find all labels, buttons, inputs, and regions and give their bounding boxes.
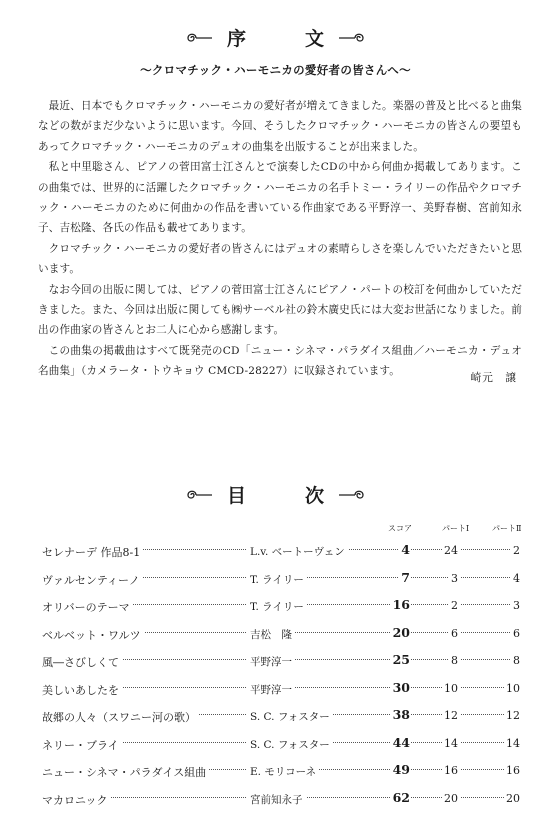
preface-title: 序 文: [227, 24, 344, 51]
toc-entry-part1-page: 20: [442, 792, 460, 805]
toc-entry: [42, 623, 520, 651]
toc-entry: [42, 788, 520, 815]
toc-entry-part1-page: 24: [442, 544, 460, 557]
toc-entry-composer: L.v. ベートーヴェン: [247, 544, 348, 559]
toc-entry: [42, 733, 520, 761]
toc-entry: [42, 568, 520, 596]
toc-entry-score-page: 7: [398, 570, 410, 585]
toc-entry-part2-page: 6: [511, 627, 520, 640]
toc-entry-title: オリバーのテーマ: [42, 599, 133, 615]
toc-entry-composer: S. C. フォスター: [247, 737, 333, 752]
toc-entry-part2-page: 8: [511, 654, 520, 667]
toc-entry-composer: T. ライリー: [247, 599, 307, 614]
toc-entry-part2-page: 14: [504, 737, 520, 750]
toc-entry-part1-page: 6: [449, 627, 460, 640]
toc-entry-part2-page: 2: [511, 544, 520, 557]
toc-entry-score-page: 38: [390, 707, 410, 722]
toc-entry-title: ベルベット・ワルツ: [42, 627, 144, 643]
preface-paragraph: 私と中里聡さん、ピアノの菅田富士江さんとで演奏したCDの中から何曲か掲載してあります。この曲集では、世界的に活躍したクロマチック・ハーモニカの名手トミー・ライリーの作品やクロマチック・ハーモニカのために何曲かの作品を書いている作曲家である平野淳一、美野春樹、宮前知永子、吉松隆、各氏の作品も載せてあります。: [38, 157, 522, 239]
toc-entry-title: セレナーデ 作品8-1: [42, 544, 143, 560]
toc-entry-title: マカロニック: [42, 792, 111, 808]
toc-entry-title: ニュー・シネマ・パラダイス組曲: [42, 764, 209, 780]
toc-column-headers: [0, 523, 551, 535]
toc-entry-composer: S. C. フォスター: [247, 709, 333, 724]
toc-entry-score-page: 20: [390, 625, 410, 640]
toc-entry-part2-page: 3: [511, 599, 520, 612]
toc-entry-part2-page: 12: [504, 709, 520, 722]
preface-paragraph: なお今回の出版に関しては、ピアノの菅田富士江さんにピアノ・パートの校訂を何曲かしていただきました。また、今回は出版に関しても㈱サーベル社の鈴木廣史氏には大変お世話になりました。前出の作曲家の皆さんとお二人に心から感謝します。: [38, 280, 522, 341]
toc-entry-composer: T. ライリー: [247, 572, 307, 587]
preface-subtitle: ～クロマチック・ハーモニカの愛好者の皆さんへ～: [0, 62, 551, 78]
ornament-left-icon: [183, 488, 213, 502]
toc-entry: [42, 595, 520, 623]
preface-heading: [0, 24, 551, 51]
toc-entry-score-page: 16: [390, 597, 410, 612]
toc-entry-score-page: 62: [390, 790, 410, 805]
toc-entry-part1-page: 8: [449, 654, 460, 667]
toc-entry-score-page: 30: [390, 680, 410, 695]
toc-title: 目 次: [227, 481, 344, 508]
toc-entry-title: 故郷の人々（スワニー河の歌）: [42, 709, 199, 725]
toc-list: [42, 540, 520, 815]
column-header-part1: パートⅠ: [442, 523, 469, 534]
ornament-right-icon: [338, 488, 368, 502]
toc-entry-composer: 宮前知永子: [247, 792, 306, 807]
toc-entry-title: ネリー・ブライ: [42, 737, 122, 753]
toc-heading: [0, 481, 551, 508]
toc-entry-composer: 平野淳一: [247, 682, 295, 697]
toc-entry-part1-page: 3: [449, 572, 460, 585]
toc-entry-part2-page: 10: [504, 682, 520, 695]
toc-entry: [42, 705, 520, 733]
toc-entry-part1-page: 10: [442, 682, 460, 695]
ornament-left-icon: [183, 31, 213, 45]
preface-body: [38, 96, 522, 382]
toc-entry-score-page: 49: [390, 762, 410, 777]
toc-entry: [42, 678, 520, 706]
toc-entry-title: 風―さびしくて: [42, 654, 122, 670]
toc-entry-part2-page: 20: [504, 792, 520, 805]
toc-entry-score-page: 4: [398, 542, 410, 557]
toc-entry-part1-page: 2: [449, 599, 460, 612]
preface-paragraph: この曲集の掲載曲はすべて既発売のCD「ニュー・シネマ・パラダイス組曲／ハーモニカ・デュオ名曲集」（カメラータ・トウキョウ CMCD-28227）に収録されています。: [38, 341, 522, 382]
preface-paragraph: クロマチック・ハーモニカの愛好者の皆さんにはデュオの素晴らしさを楽しんでいただきたいと思います。: [38, 239, 522, 280]
toc-entry-composer: 平野淳一: [247, 654, 295, 669]
toc-entry-part1-page: 12: [442, 709, 460, 722]
toc-entry-score-page: 25: [390, 652, 410, 667]
column-header-part2: パートⅡ: [492, 523, 521, 534]
column-header-score: スコア: [388, 523, 412, 534]
preface-signature: 崎元 譲: [471, 370, 517, 385]
toc-entry: [42, 760, 520, 788]
toc-entry-score-page: 44: [390, 735, 410, 750]
toc-entry-part1-page: 14: [442, 737, 460, 750]
toc-entry-title: ヴァルセンティーノ: [42, 572, 143, 588]
toc-entry: [42, 540, 520, 568]
toc-entry-part2-page: 4: [511, 572, 520, 585]
toc-entry: [42, 650, 520, 678]
toc-entry-composer: E. モリコーネ: [247, 764, 319, 779]
toc-entry-part2-page: 16: [504, 764, 520, 777]
preface-paragraph: 最近、日本でもクロマチック・ハーモニカの愛好者が増えてきました。楽器の普及と比べると曲集などの数がまだ少ないように思います。今回、そうしたクロマチック・ハーモニカの皆さんの要望もあってクロマチック・ハーモニカのデュオの曲集を出版することが出来ました。: [38, 96, 522, 157]
toc-entry-title: 美しいあしたを: [42, 682, 122, 698]
toc-entry-composer: 吉松 隆: [247, 627, 295, 642]
ornament-right-icon: [338, 31, 368, 45]
toc-entry-part1-page: 16: [442, 764, 460, 777]
